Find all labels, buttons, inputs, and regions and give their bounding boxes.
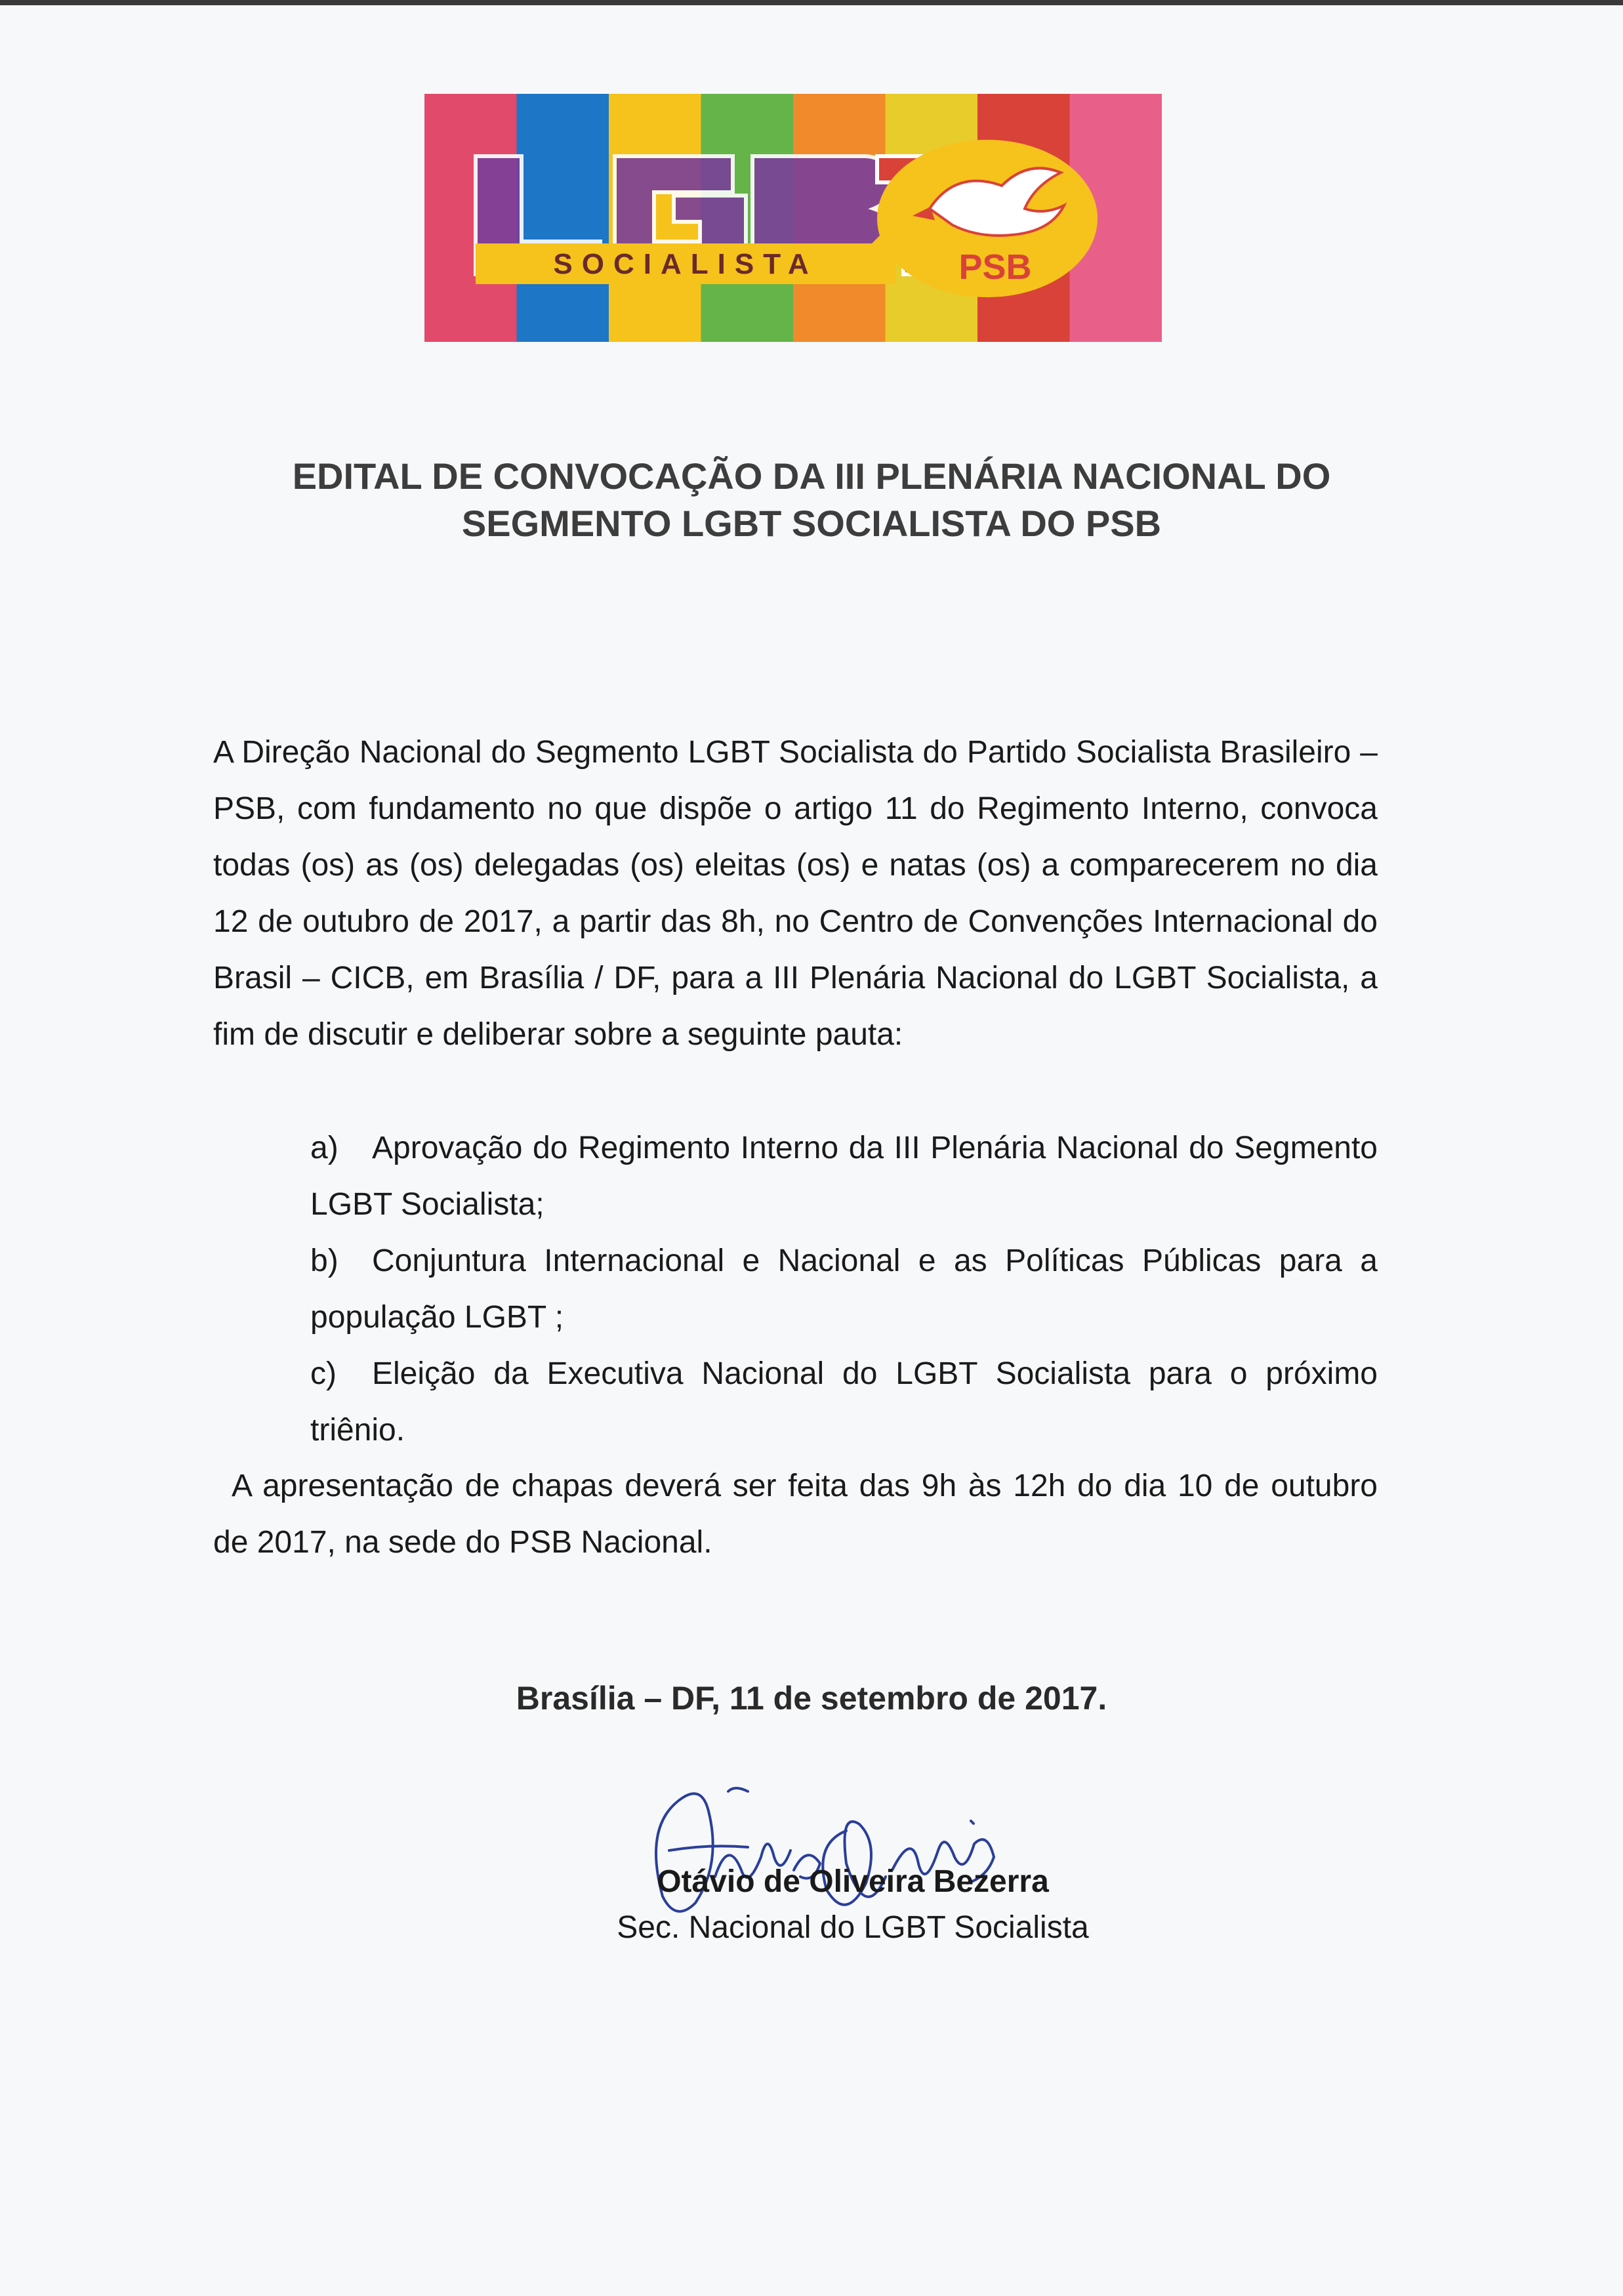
agenda-item-marker: c)	[310, 1356, 337, 1391]
date-line: Brasília – DF, 11 de setembro de 2017.	[516, 1680, 1107, 1717]
agenda-item	[310, 1346, 1378, 1459]
closing-paragraph: A apresentação de chapas deverá ser feita das 9h às 12h do dia 10 de outubro de 2017, na sede do PSB Nacional.	[213, 1469, 1378, 1560]
agenda-list	[310, 1120, 1378, 1459]
document-title	[197, 453, 1426, 547]
document-title-line-1: EDITAL DE CONVOCAÇÃO DA III PLENÁRIA NACIONAL DO	[292, 455, 1331, 497]
agenda-item-text: Conjuntura Internacional e Nacional e as Políticas Públicas para a população LGBT ;	[310, 1243, 1378, 1335]
signer-role: Sec. Nacional do LGBT Socialista	[617, 1910, 1089, 1945]
lgbt-socialista-logo	[424, 94, 1162, 342]
agenda-item	[310, 1120, 1378, 1233]
agenda-item-text: Eleição da Executiva Nacional do LGBT Socialista para o próximo triênio.	[310, 1356, 1378, 1448]
agenda-item-marker: b)	[310, 1243, 339, 1278]
logo-stripe	[517, 94, 610, 342]
agenda-item-text: Aprovação do Regimento Interno da III Plenária Nacional do Segmento LGBT Socialista;	[310, 1131, 1378, 1222]
intro-paragraph: A Direção Nacional do Segmento LGBT Socialista do Partido Socialista Brasileiro – PSB, com fundamento no que dispõe o artigo 11 do Regimento Interno, convoca todas (os) as (os) delegadas (os) eleitas (os) e natas (os) a comparecerem no dia 12 de outubro de 2017, a partir das 8h, no Centro de Convenções Internacional do Brasil – CICB, em Brasília / DF, para a III Plenária Nacional do LGBT Socialista, a fim de discutir e deliberar sobre a seguinte pauta:	[213, 735, 1378, 1052]
agenda-item-marker: a)	[310, 1131, 339, 1165]
scan-top-edge	[0, 0, 1623, 5]
signer-name: Otávio de Oliveira Bezerra	[657, 1864, 1049, 1899]
agenda-item	[310, 1233, 1378, 1346]
document-title-line-2: SEGMENTO LGBT SOCIALISTA DO PSB	[461, 503, 1162, 544]
logo-psb-text: PSB	[958, 247, 1032, 287]
logo-graphic	[424, 94, 1162, 342]
logo-socialista-text: SOCIALISTA	[553, 248, 818, 280]
signer-block	[590, 1859, 1115, 1951]
